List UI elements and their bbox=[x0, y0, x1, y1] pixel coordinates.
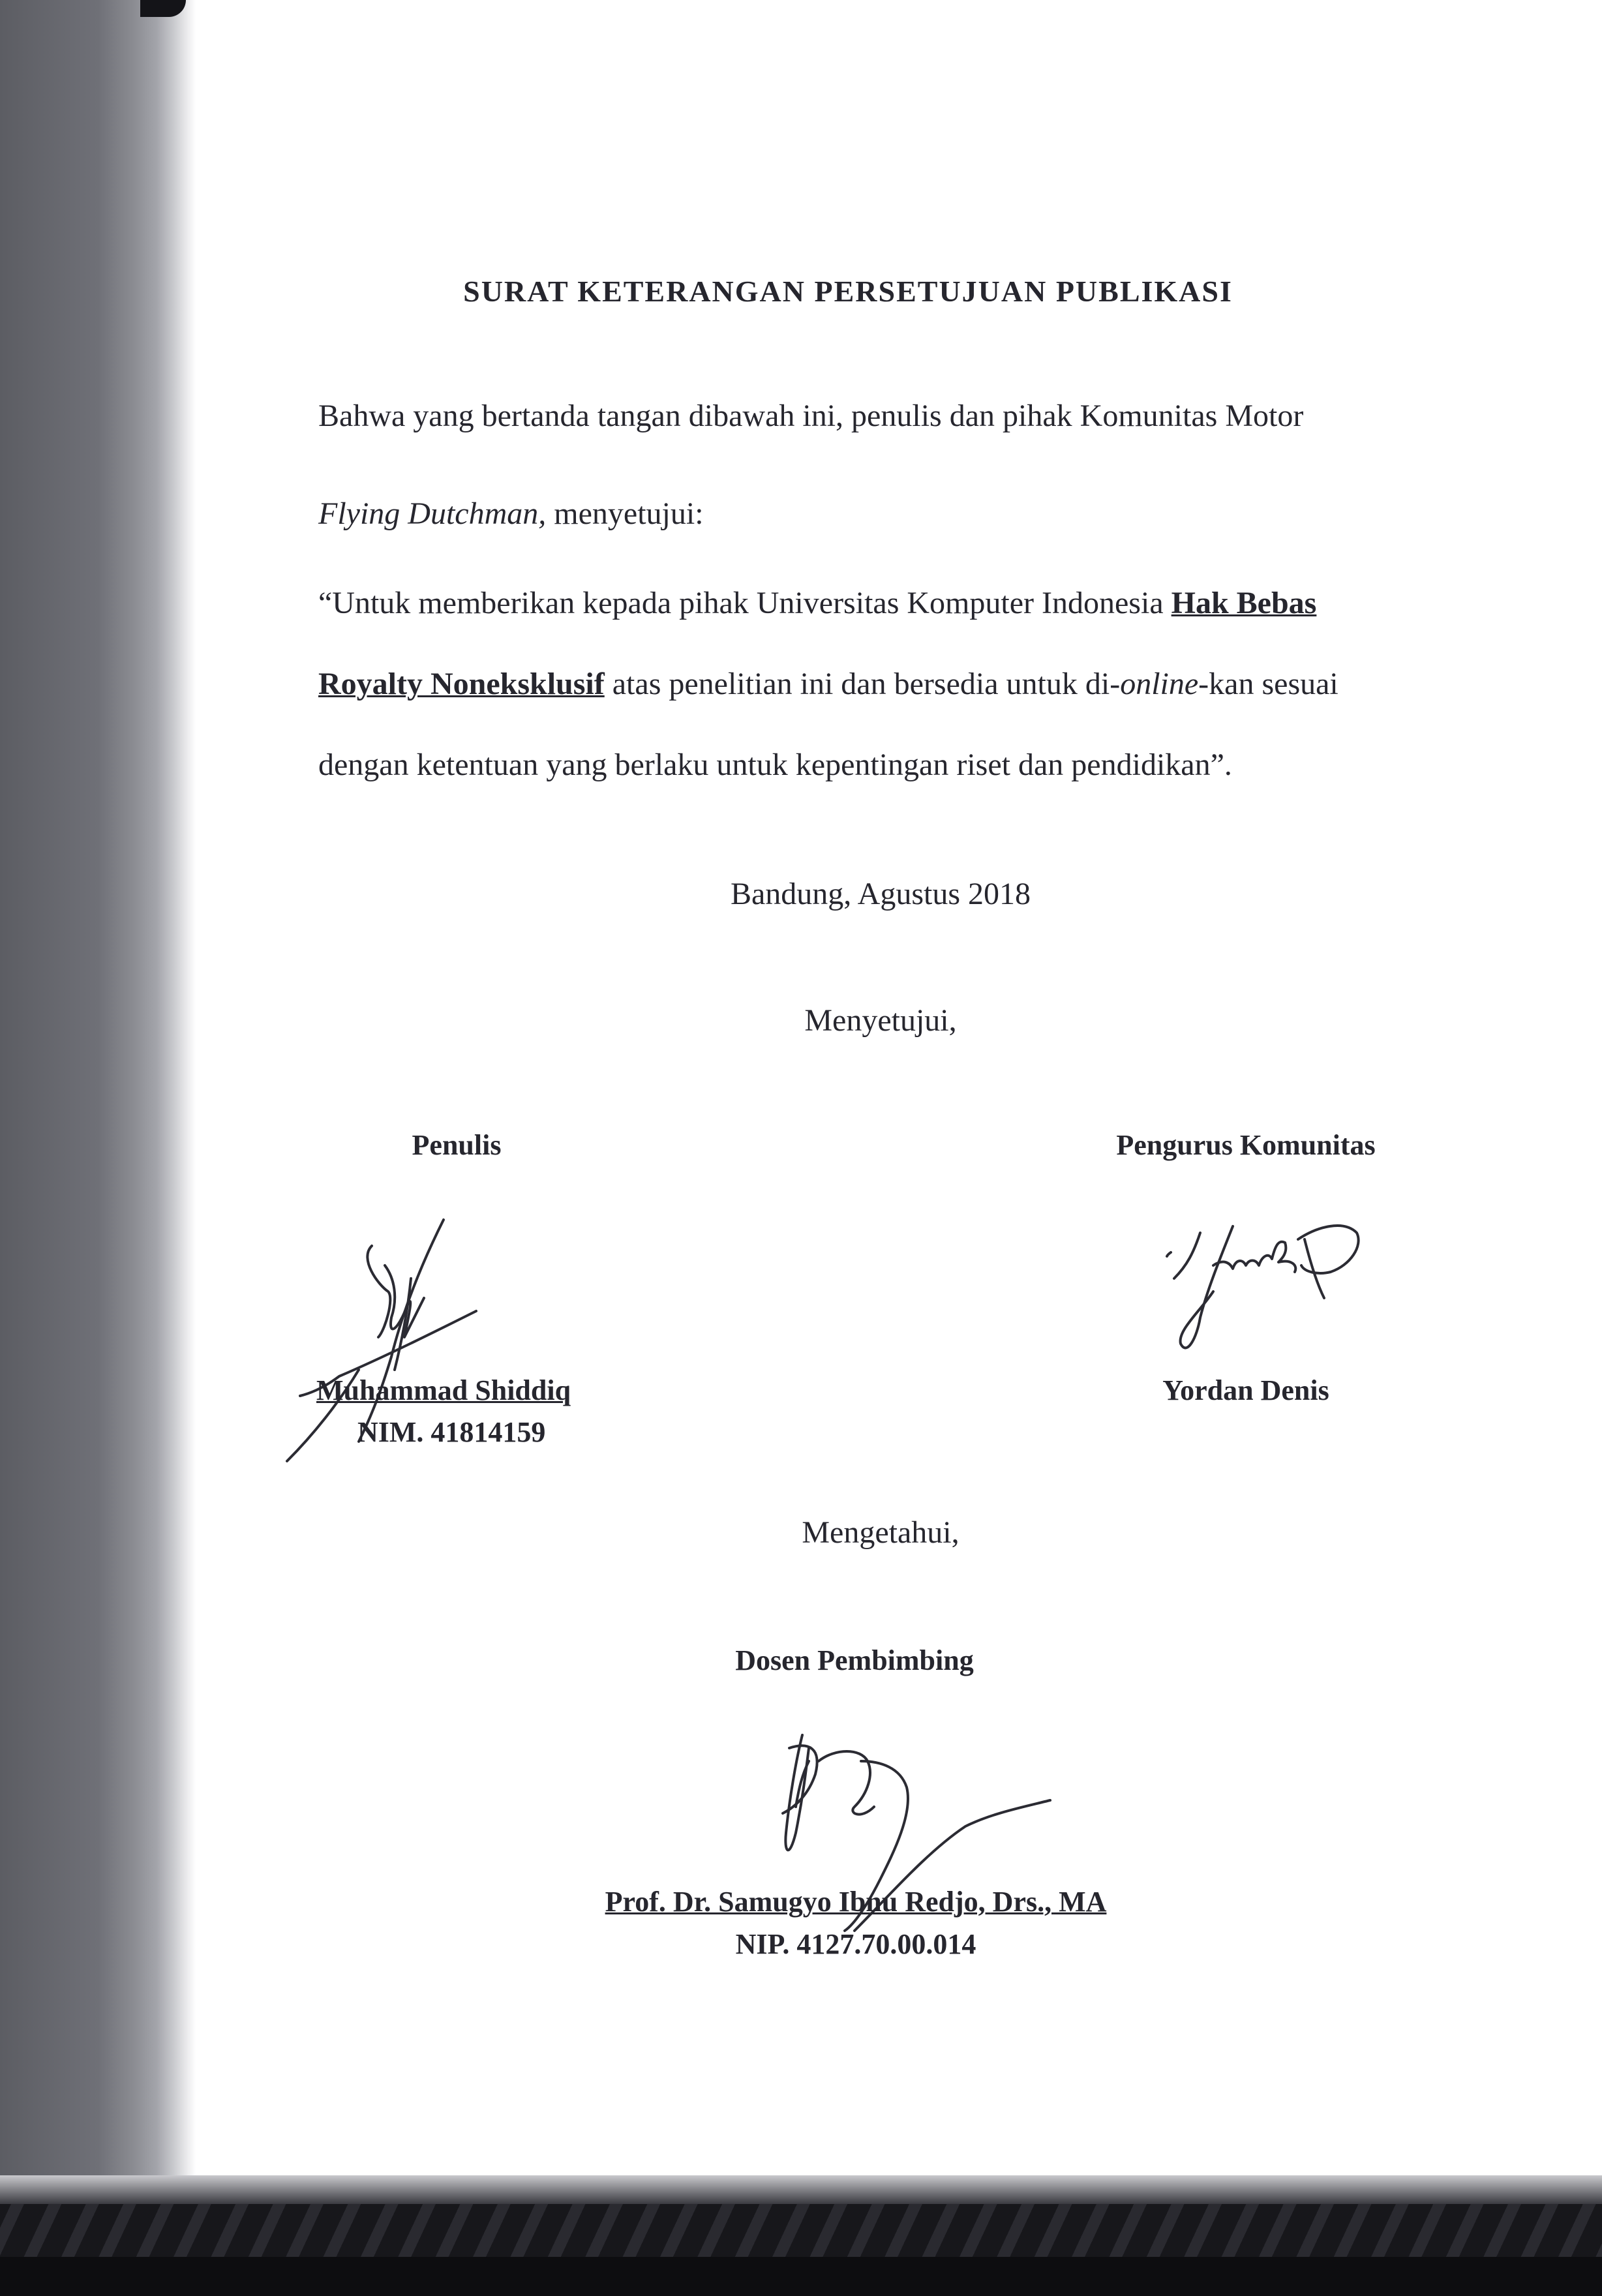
statement-paragraph bbox=[318, 563, 1401, 806]
community-name-italic: Flying Dutchman, bbox=[318, 496, 547, 531]
author-name: Muhammad Shiddiq bbox=[316, 1374, 571, 1406]
statement-part-2: atas penelitian ini dan bersedia untuk di- bbox=[604, 667, 1121, 701]
intro-line-2: menyetujui: bbox=[546, 496, 704, 531]
supervisor-role: Dosen Pembimbing bbox=[735, 1644, 974, 1676]
intro-paragraph bbox=[318, 391, 1401, 538]
community-name: Yordan Denis bbox=[1162, 1374, 1329, 1406]
statement-part-1: “Untuk memberikan kepada pihak Universitas Komputer Indonesia bbox=[318, 586, 1171, 620]
scan-bottom-edge bbox=[0, 2175, 1602, 2296]
statement-part-3: -kan sesuai dengan ketentuan yang berlaku untuk kepentingan riset dan pendidikan”. bbox=[318, 667, 1338, 782]
community-role: Pengurus Komunitas bbox=[1116, 1129, 1376, 1161]
document-title: SURAT KETERANGAN PERSETUJUAN PUBLIKASI bbox=[463, 275, 1233, 308]
statement-license-term: Hak Bebas Royalty Noneksklusif bbox=[318, 586, 1317, 701]
author-nim: NIM. 41814159 bbox=[357, 1416, 546, 1448]
community-signature bbox=[1161, 1213, 1376, 1363]
intro-line-1: Bahwa yang bertanda tangan dibawah ini, penulis dan pihak Komunitas Motor bbox=[318, 399, 1304, 433]
approval-label: Menyetujui, bbox=[804, 1003, 957, 1038]
place-date: Bandung, Agustus 2018 bbox=[730, 877, 1031, 911]
supervisor-nip: NIP. 4127.70.00.014 bbox=[735, 1928, 976, 1960]
acknowledge-label: Mengetahui, bbox=[802, 1515, 960, 1550]
supervisor-name: Prof. Dr. Samugyo Ibnu Redjo, Drs., MA bbox=[605, 1886, 1107, 1918]
book-spine-shadow bbox=[0, 0, 196, 2296]
author-role: Penulis bbox=[412, 1129, 502, 1161]
statement-italic-word: online bbox=[1120, 667, 1199, 701]
